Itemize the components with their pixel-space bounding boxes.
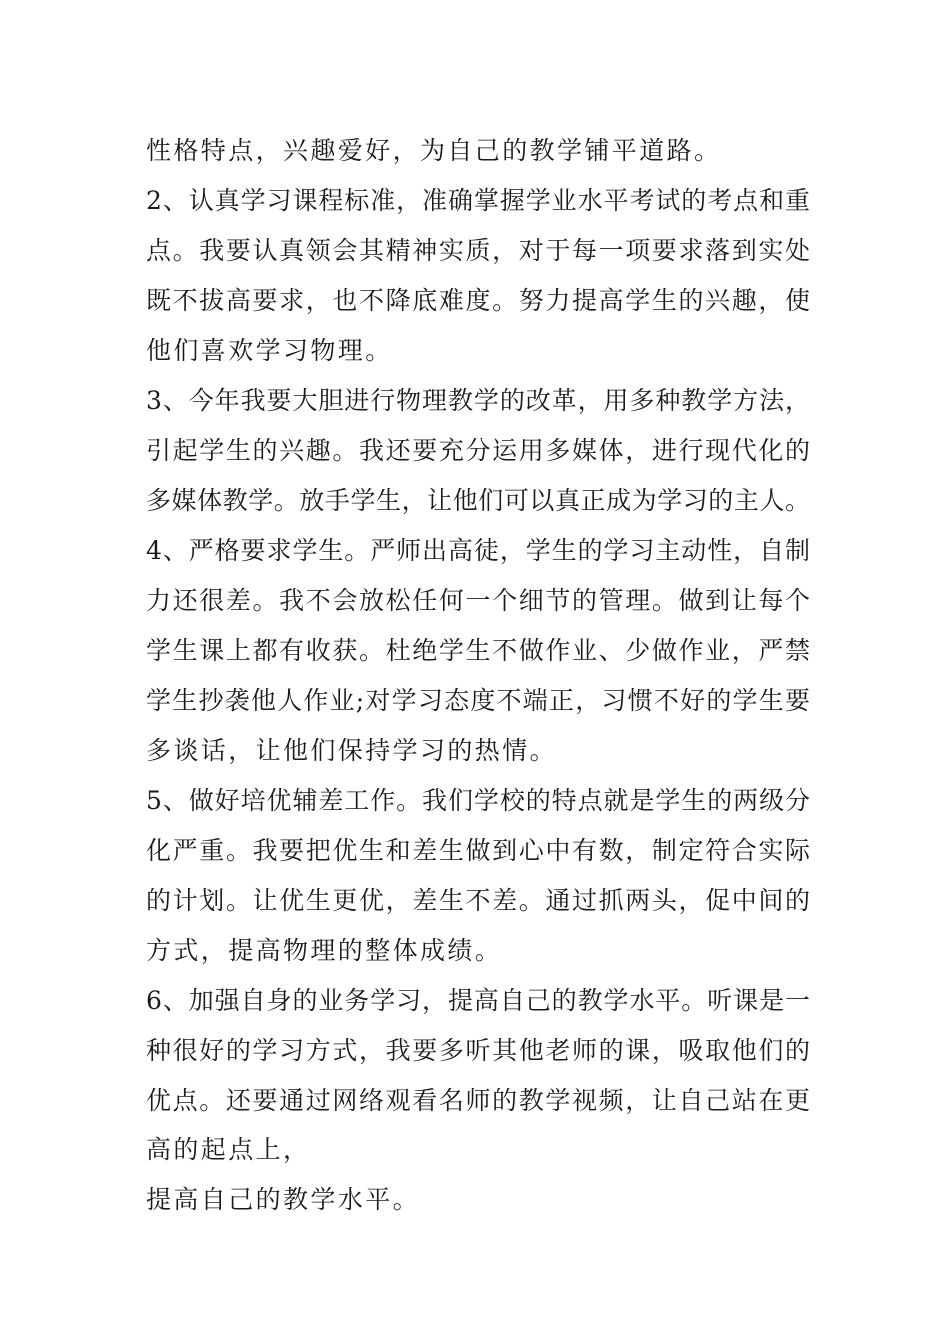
text-line: 4、严格要求学生。严师出高徒，学生的学习主动性，自制 xyxy=(146,536,810,565)
text-line: 多媒体教学。放手学生，让他们可以真正成为学习的主人。 xyxy=(146,486,810,515)
text-line: 种很好的学习方式，我要多听其他老师的课，吸取他们的 xyxy=(146,1036,810,1065)
text-line: 学生抄袭他人作业;对学习态度不端正，习惯不好的学生要 xyxy=(146,686,810,715)
text-line: 6、加强自身的业务学习，提高自己的教学水平。听课是一 xyxy=(146,986,810,1015)
text-line: 方式，提高物理的整体成绩。 xyxy=(146,936,503,965)
text-line: 学生课上都有收获。杜绝学生不做作业、少做作业，严禁 xyxy=(146,636,810,665)
text-line: 2、认真学习课程标准，准确掌握学业水平考试的考点和重 xyxy=(146,186,810,215)
text-line: 既不拔高要求，也不降底难度。努力提高学生的兴趣，使 xyxy=(146,286,810,315)
text-line: 提高自己的教学水平。 xyxy=(146,1185,421,1214)
text-line: 点。我要认真领会其精神实质，对于每一项要求落到实处 xyxy=(146,236,810,265)
text-line: 多谈话，让他们保持学习的热情。 xyxy=(146,736,558,765)
text-line: 他们喜欢学习物理。 xyxy=(146,336,393,365)
text-line: 性格特点，兴趣爱好，为自己的教学铺平道路。 xyxy=(146,136,722,165)
text-line: 5、做好培优辅差工作。我们学校的特点就是学生的两级分 xyxy=(146,786,810,815)
text-line: 化严重。我要把优生和差生做到心中有数，制定符合实际 xyxy=(146,836,810,865)
text-line: 的计划。让优生更优，差生不差。通过抓两头，促中间的 xyxy=(146,886,810,915)
text-line: 力还很差。我不会放松任何一个细节的管理。做到让每个 xyxy=(146,586,810,615)
text-line: 高的起点上， xyxy=(146,1135,311,1164)
text-line: 引起学生的兴趣。我还要充分运用多媒体，进行现代化的 xyxy=(146,436,810,465)
text-line: 优点。还要通过网络观看名师的教学视频，让自己站在更 xyxy=(146,1086,810,1115)
text-line: 3、今年我要大胆进行物理教学的改革，用多种教学方法， xyxy=(146,386,810,415)
